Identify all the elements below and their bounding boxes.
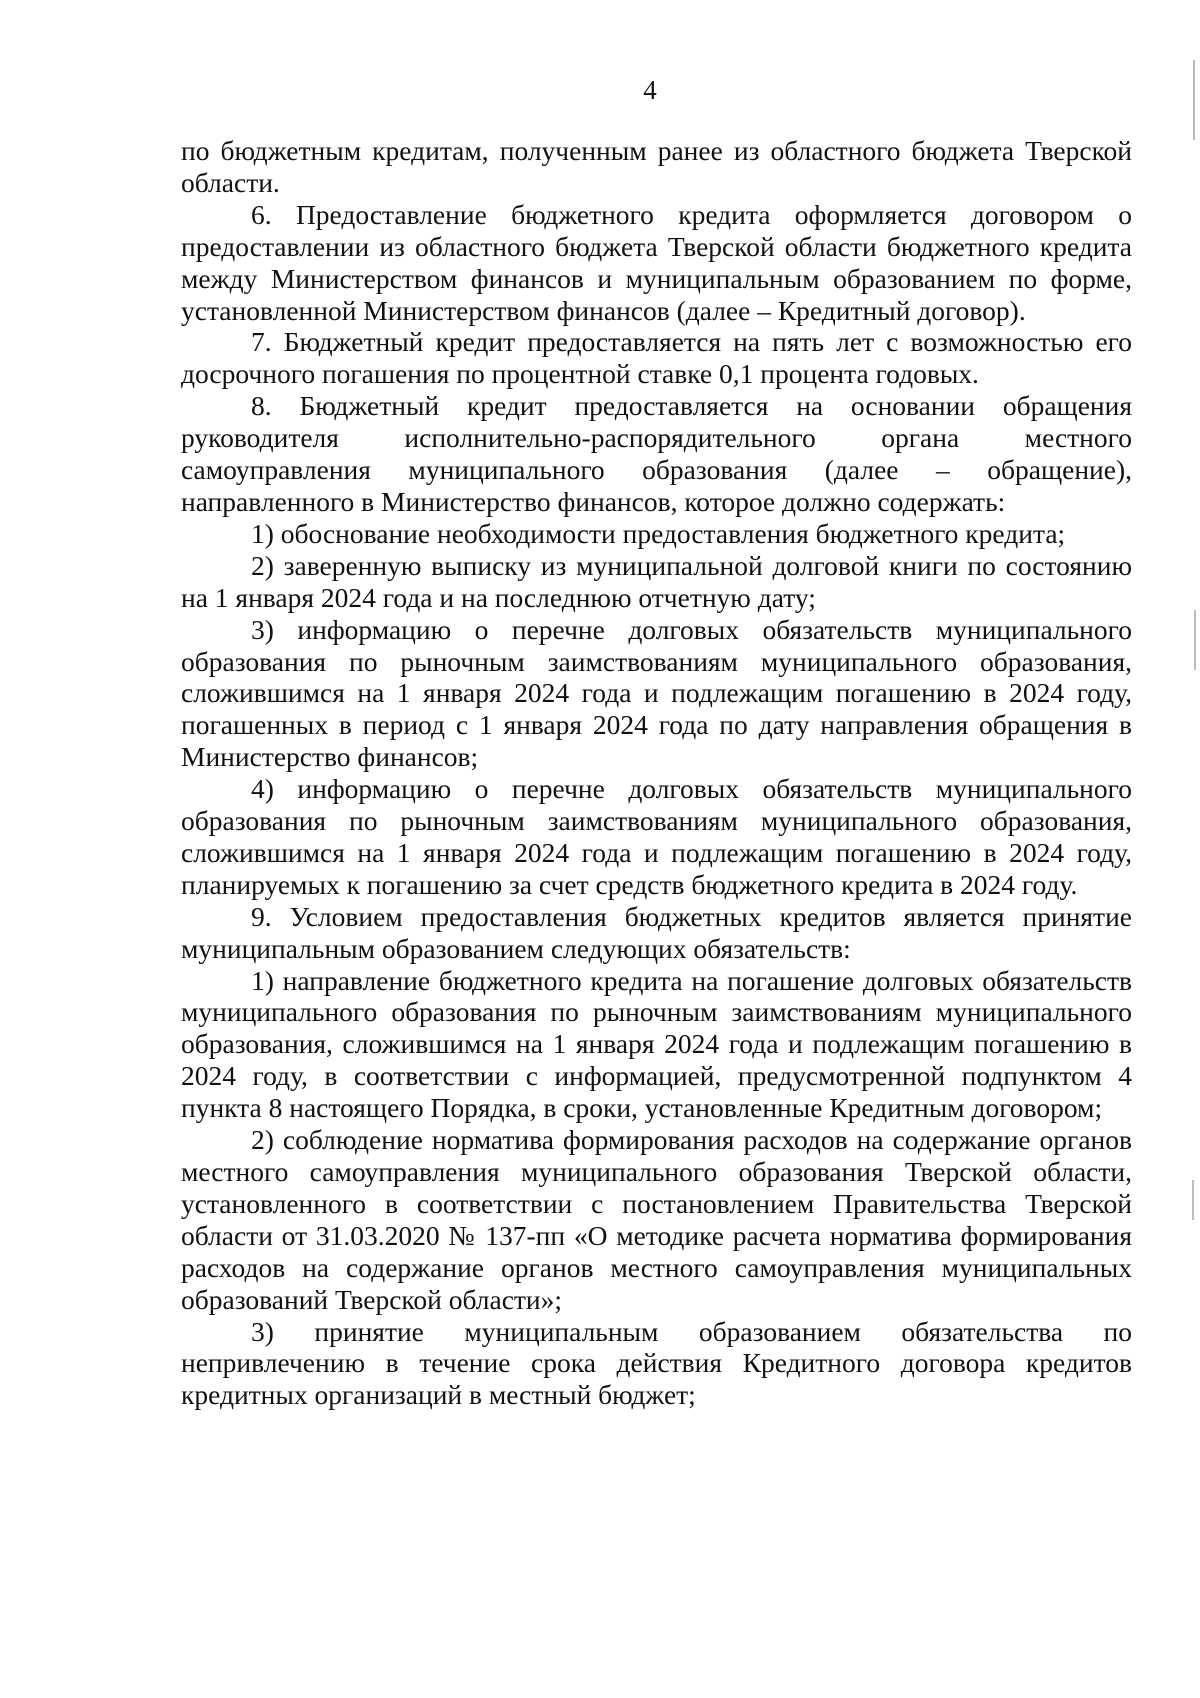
subitem-8-3: 3) информацию о перечне долговых обязательств муниципального образования по рыночным заимствованиям муниципального образования, сложившимся на 1 января 2024 года и подлежащим погашению в 2024 году, погашенных в период с 1 января 2024 года по дату направления обращения в Министерство финансов; — [181, 613, 1132, 773]
scan-edge-mark — [1192, 1180, 1194, 1220]
page-number: 4 — [643, 75, 657, 105]
paragraph-continuation: по бюджетным кредитам, полученным ранее из областного бюджета Тверской области. — [181, 135, 1132, 198]
paragraph-item-6: 6. Предоставление бюджетного кредита оформляется договором о предоставлении из областного бюджета Тверской области бюджетного кредита между Министерством финансов и муниципальным образованием по форме, установленной Министерством финансов (далее – Кредитный договор). — [181, 198, 1132, 326]
subitem-9-3: 3) принятие муниципальным образованием обязательства по непривлечению в течение срока действия Кредитного договора кредитов кредитных организаций в местный бюджет; — [181, 1315, 1132, 1411]
paragraph-item-8: 8. Бюджетный кредит предоставляется на основании обращения руководителя исполнительно-распорядительного органа местного самоуправления муниципального образования (далее – обращение), направленного в Министерство финансов, которое должно содержать: — [181, 390, 1132, 517]
document-body — [181, 135, 1132, 1411]
paragraph-item-9: 9. Условием предоставления бюджетных кредитов является принятие муниципальным образованием следующих обязательств: — [181, 900, 1132, 964]
scan-edge-mark — [1194, 610, 1196, 670]
subitem-9-1: 1) направление бюджетного кредита на погашение долговых обязательств муниципального образования по рыночным заимствованиям муниципального образования, сложившимся на 1 января 2024 года и подлежащим погашению в 2024 году, в соответствии с информацией, предусмотренной подпунктом 4 пункта 8 настоящего Порядка, в сроки, установленные Кредитным договором; — [181, 964, 1132, 1124]
subitem-9-2: 2) соблюдение норматива формирования расходов на содержание органов местного самоуправления муниципального образования Тверской области, установленного в соответствии с постановлением Правительства Тверской области от 31.03.2020 № 137-пп «О методике расчета норматива формирования расходов на содержание органов местного самоуправления муниципальных образований Тверской области»; — [181, 1124, 1132, 1315]
subitem-8-2: 2) заверенную выписку из муниципальной долговой книги по состоянию на 1 января 2024 года и на последнюю отчетную дату; — [181, 549, 1132, 613]
paragraph-item-7: 7. Бюджетный кредит предоставляется на пять лет с возможностью его досрочного погашения по процентной ставке 0,1 процента годовых. — [181, 326, 1132, 390]
scan-edge-mark — [1193, 60, 1195, 140]
subitem-8-1: 1) обоснование необходимости предоставления бюджетного кредита; — [251, 517, 1066, 549]
subitem-8-4: 4) информацию о перечне долговых обязательств муниципального образования по рыночным заимствованиям муниципального образования, сложившимся на 1 января 2024 года и подлежащим погашению в 2024 году, планируемых к погашению за счет средств бюджетного кредита в 2024 году. — [181, 773, 1132, 900]
